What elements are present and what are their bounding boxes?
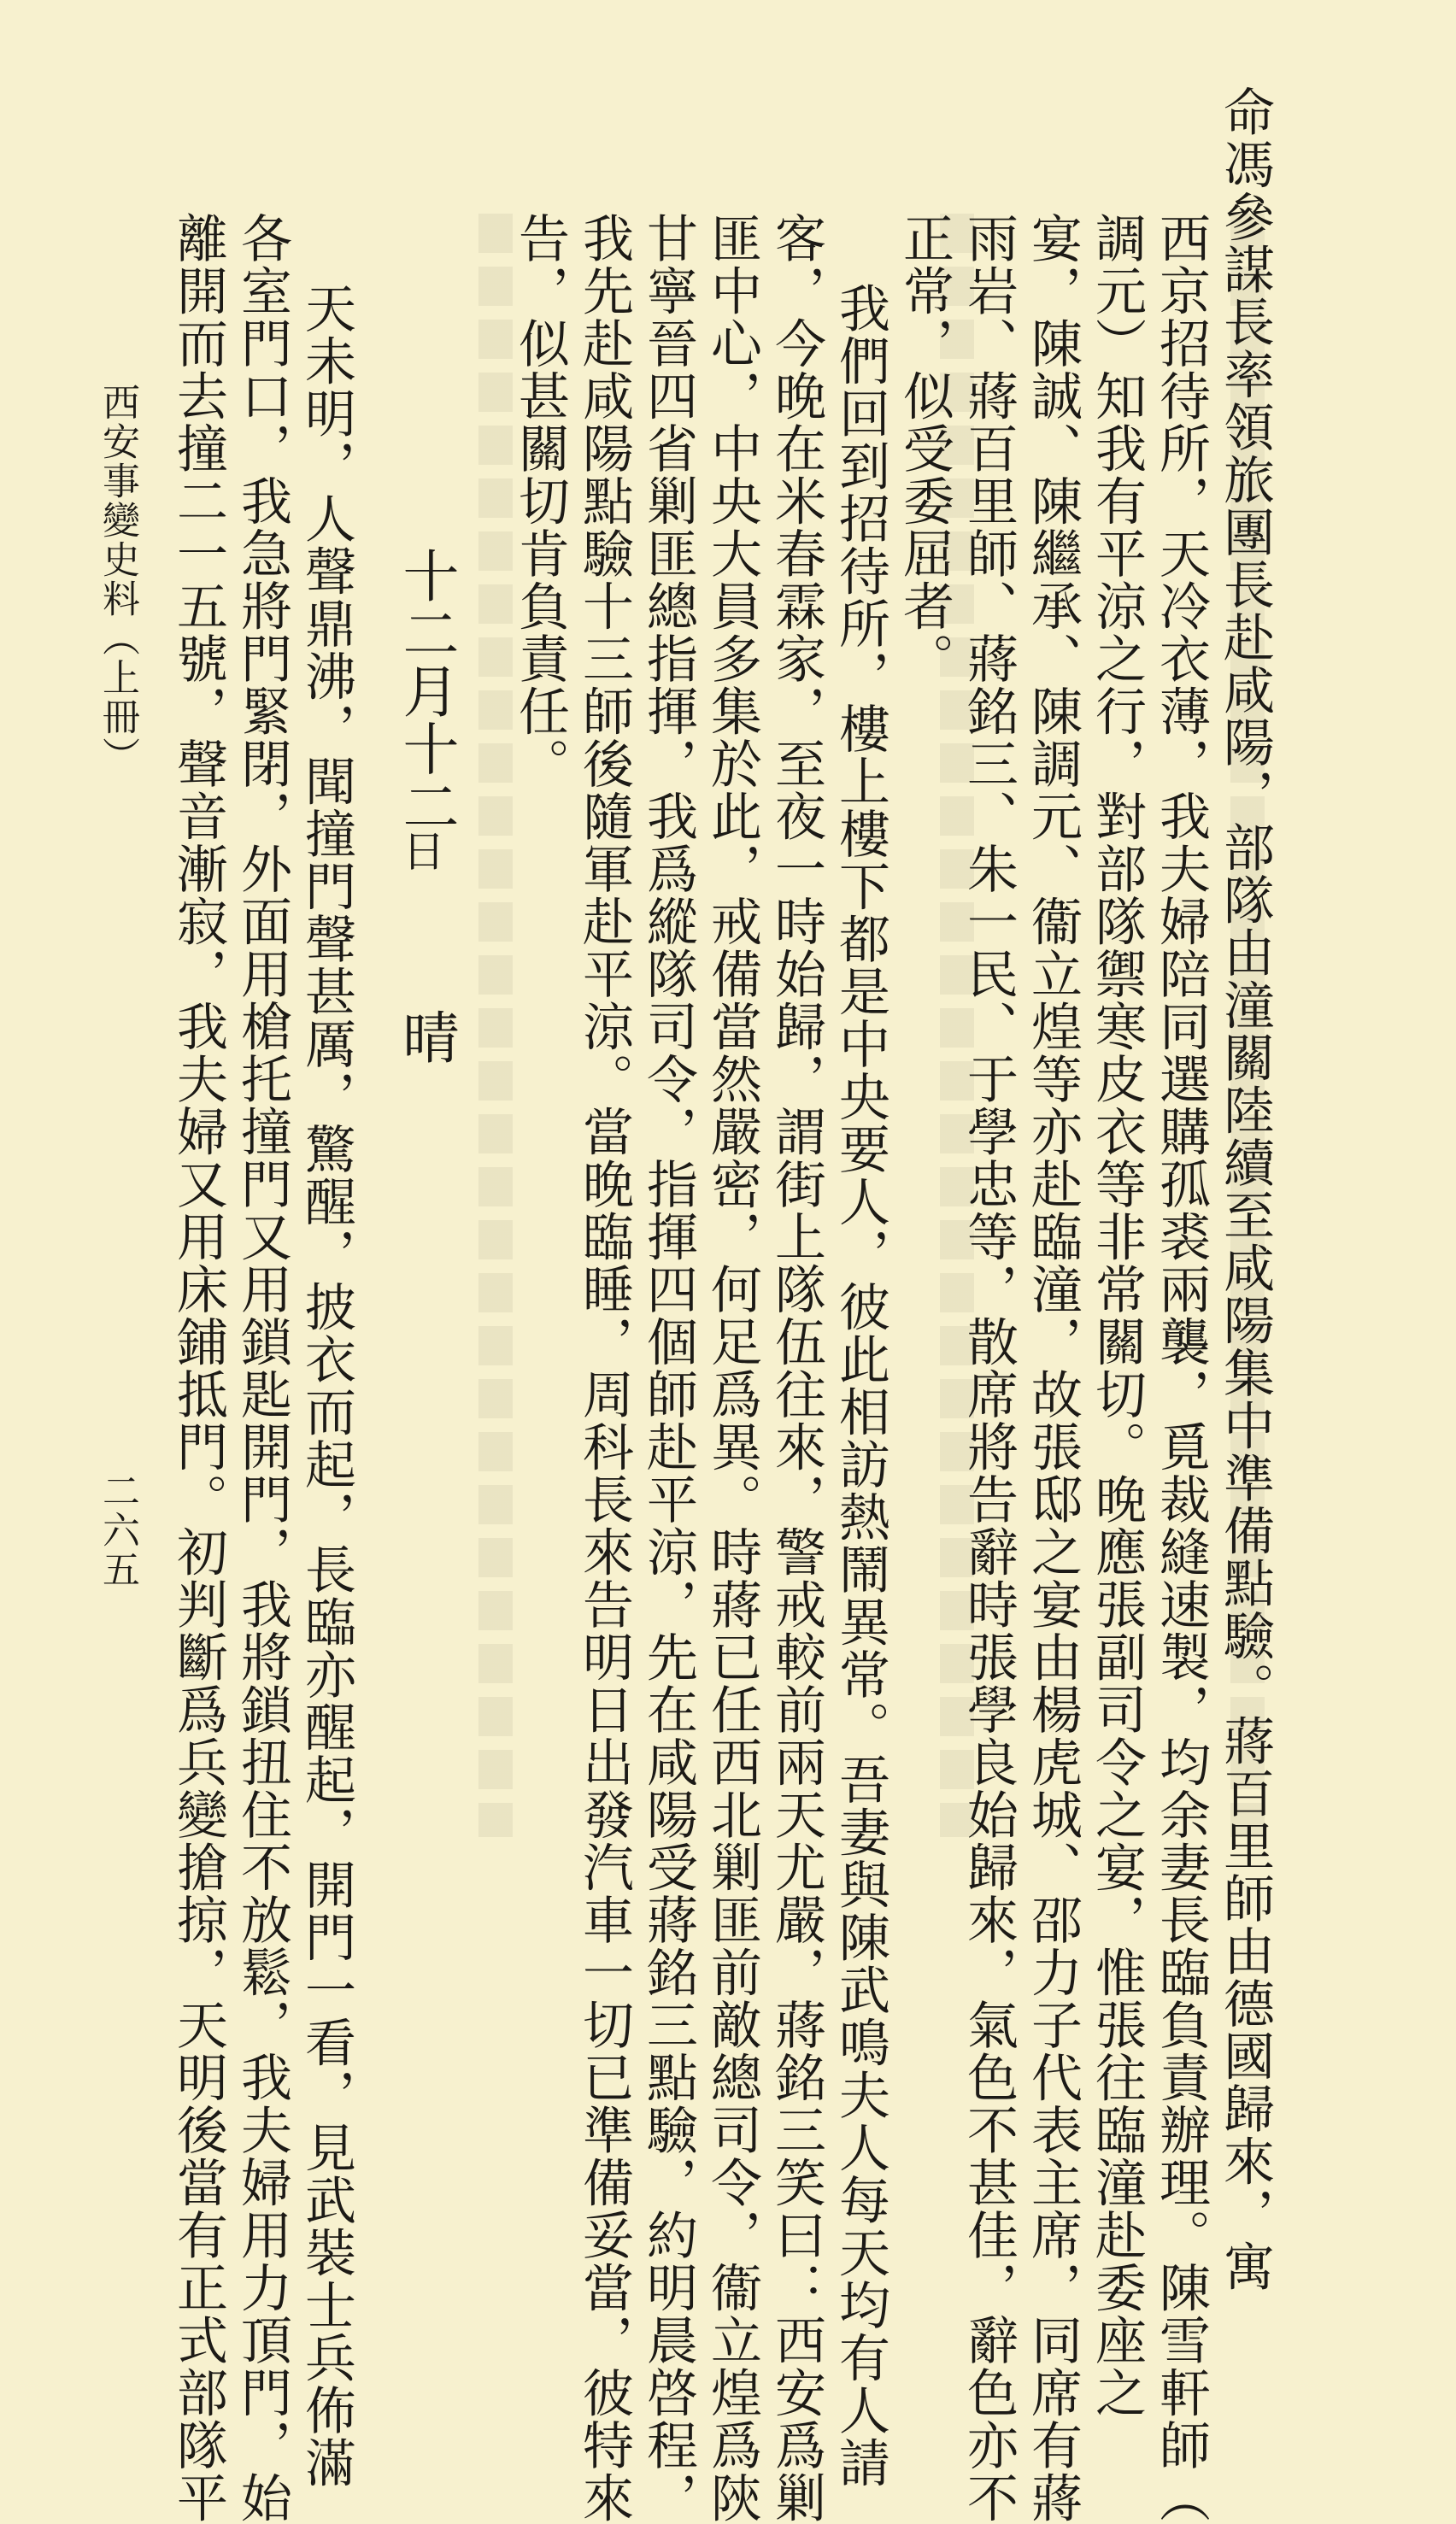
text-column: 調元）知我有平涼之行，對部隊禦寒皮衣等非常關切。晚應張副司令之宴，惟張往臨潼赴委座之 — [1087, 212, 1147, 2419]
text-column: 匪中心，中央大員多集於此，戒備當然嚴密，何足爲異。時蔣已任西北剿匪前敵總司令，衞立煌爲陝 — [702, 212, 762, 2524]
show-through-shading — [478, 214, 513, 1837]
text-column: 我先赴咸陽點驗十三師後隨軍赴平涼。當晚臨睡，周科長來告明日出發汽車一切已準備妥當，彼特來 — [574, 212, 634, 2524]
text-column: 雨岩、蔣百里師、蔣銘三、朱一民、于學忠等，散席將告辭時張學良始歸來，氣色不甚佳，辭色亦不 — [959, 212, 1019, 2524]
text-column: 告，似甚關切肯負責任。 — [510, 212, 570, 790]
weather-label: 晴 — [393, 1008, 459, 1066]
text-column: 各室門口，我急將門緊閉，外面用槍托撞門又用鎖匙開門，我將鎖扭住不放鬆，我夫婦用力頂門，始 — [232, 212, 292, 2524]
date-heading: 十二月十二 — [393, 547, 459, 836]
date-day-char: 日 — [396, 829, 445, 872]
text-column: 天未明，人聲鼎沸，聞撞門聲甚厲，驚醒，披衣而起，長臨亦醒起，開門一看，見武裝士兵佈滿 — [296, 282, 356, 2489]
page-number: 二六五 — [96, 1471, 139, 1589]
text-column: 西京招待所，天冷衣薄，我夫婦陪同選購孤裘兩襲，覓裁縫速製，均余妻長臨負責辦理。陳雪軒師（ — [1151, 212, 1211, 2524]
text-column: 宴，陳誠、陳繼承、陳調元、衞立煌等亦赴臨潼，故張邸之宴由楊虎城、邵力子代表主席，同席有蔣 — [1023, 212, 1083, 2524]
text-column: 命馮參謀長率領旅團長赴咸陽，部隊由潼關陸續至咸陽集中準備點驗。蔣百里師由德國歸來，寓 — [1215, 85, 1275, 2292]
text-column: 我們回到招待所，樓上樓下都是中央要人，彼此相訪熱鬧異常。吾妻與陳武鳴夫人每天均有人請 — [831, 282, 890, 2489]
text-column: 正常，似受委屈者。 — [895, 212, 954, 685]
text-column: 客，今晚在米春霖家，至夜一時始歸，謂街上隊伍往來，警戒較前兩天尤嚴，蔣銘三笑曰：西安爲剿 — [766, 212, 826, 2524]
text-column: 離開而去撞二一五號，聲音漸寂，我夫婦又用床鋪抵門。初判斷爲兵變搶掠，天明後當有正式部隊平 — [168, 212, 228, 2524]
text-column: 甘寧晉四省剿匪總指揮，我爲縱隊司令，指揮四個師赴平涼，先在咸陽受蔣銘三點驗，約明晨啓程， — [638, 212, 698, 2524]
book-title: 西安事變史料（上冊） — [96, 383, 139, 776]
